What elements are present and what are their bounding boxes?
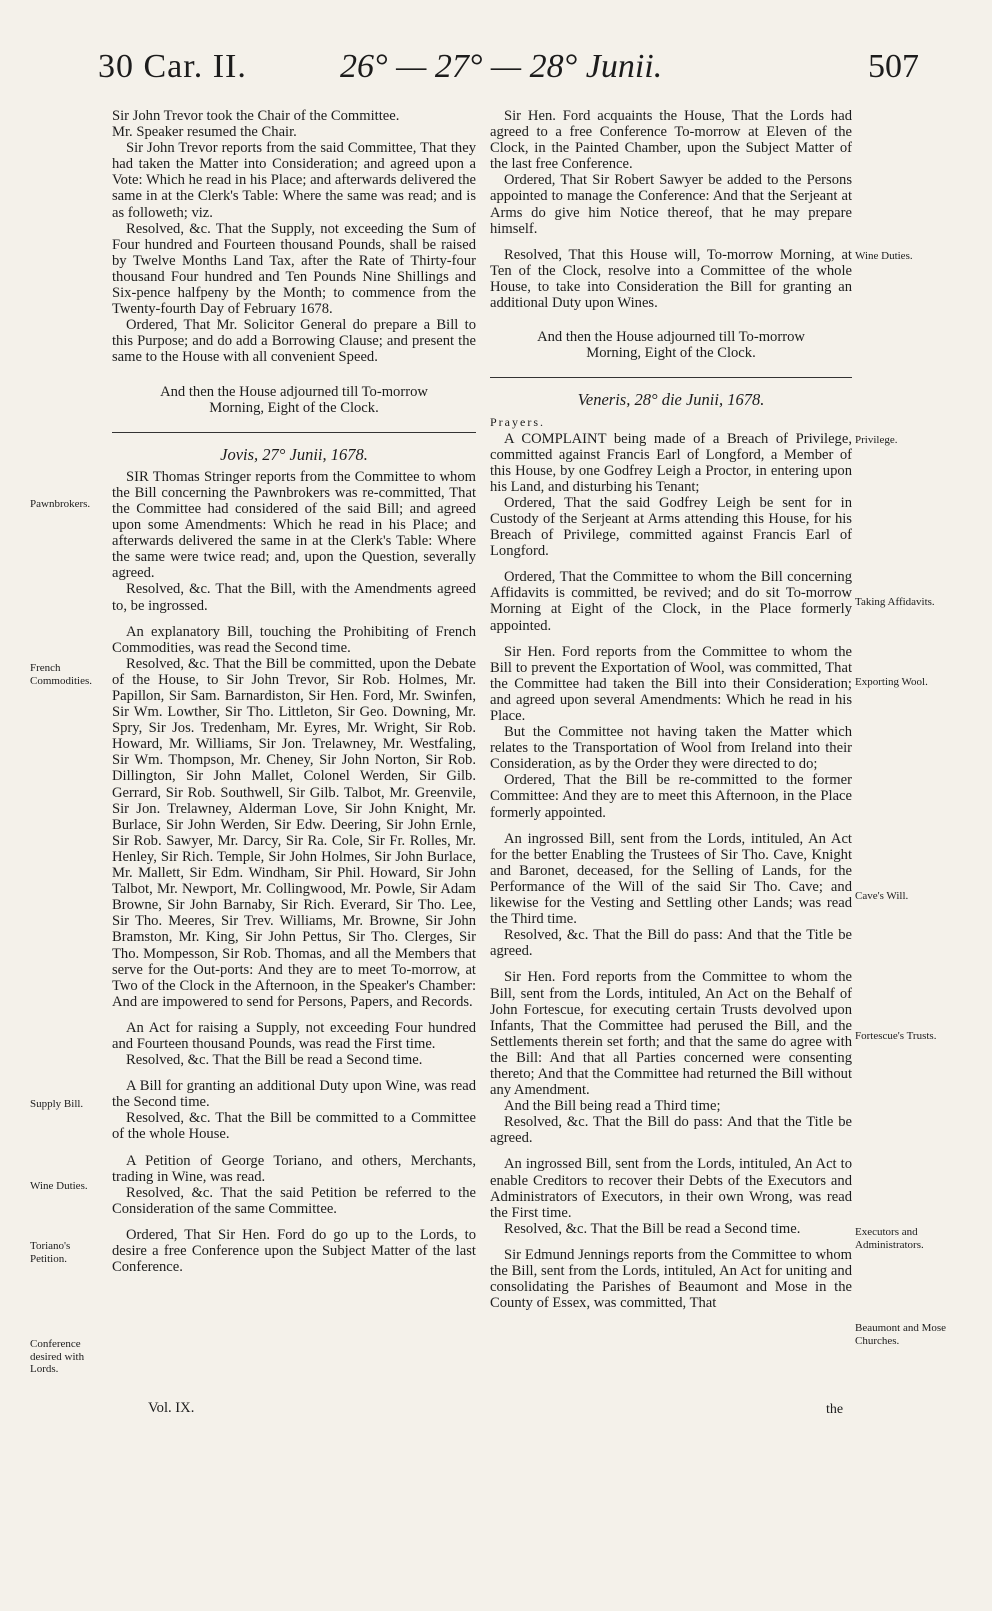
prayers-heading: Prayers. [490, 415, 545, 430]
margin-note-wool: Exporting Wool. [855, 676, 928, 688]
resolution: Resolved, &c. That the Bill be read a Second time. [126, 1052, 423, 1069]
paragraph: Mr. Speaker resumed the Chair. [112, 124, 297, 141]
paragraph: Sir Edmund Jennings reports from the Committee to whom the Bill, sent from the Lords, intituled, An Act for uniting and consolidating the Parishes of Beaumont and Mose in the County of Essex, was committed, That [490, 1246, 852, 1312]
paragraph: Sir John Trevor reports from the said Committee, That they had taken the Matter into Consideration; and agreed upon a Vote: Which he read in his Place; and afterwards delivered the same in at the Clerk's Table: Where the same was read; and is as followeth; viz. [112, 140, 476, 221]
resolution: Resolved, &c. That the Bill, with the Amendments agreed to, be ingrossed. [112, 581, 476, 614]
divider [490, 377, 852, 378]
paragraph: Sir John Trevor took the Chair of the Committee. [112, 108, 400, 124]
paragraph: An ingrossed Bill, sent from the Lords, intituled, An Act for the better Enabling the Trustees of Sir Tho. Cave, Knight and Baronet, deceased, for the Selling of Lands, for the Performance of the Will of the said Sir Tho. Cave; and likewise for the Vesting and Settling other Lands; was read the Third time. [490, 830, 852, 928]
paragraph: Sir Hen. Ford reports from the Committee to whom the Bill to prevent the Exportation of Wool, was committed, That the Committee had taken the Bill into their Consideration; and agreed upon several Amendments: Which he read in his Place. [490, 643, 852, 724]
margin-note-executors: Executors and Administrators. [855, 1226, 924, 1251]
resolution: Resolved, &c. That the Bill do pass: And that the Title be agreed. [490, 1114, 852, 1147]
order: Ordered, That the Committee to whom the Bill concerning Affidavits is committed, be revived; and do sit To-morrow Morning at Eight of the Clock, in the Place formerly appointed. [490, 569, 852, 634]
resolution: Resolved, &c. That the Bill be read a Second time. [504, 1220, 801, 1237]
divider [112, 432, 476, 433]
paragraph: An ingrossed Bill, sent from the Lords, intituled, An Act to enable Creditors to recover their Debts of the Executors and Administrators of Executors, in their own Wrong, was read the First time. [490, 1156, 852, 1221]
page-number: 507 [868, 48, 919, 85]
paragraph: Sir Hen. Ford reports from the Committee to whom the Bill, sent from the Lords, intituled, An Act on the Behalf of John Fortescue, for executing certain Trusts devolved upon Infants, That the Committee had perused the Bill, and the Settlements therein set forth; and that the same do agree with the Bill: And that all Parties concerned were consenting thereto; And that the Committee had returned the Bill without any Amendment. [490, 969, 852, 1099]
paragraph: A Petition of George Toriano, and others, Merchants, trading in Wine, was read. [112, 1152, 476, 1185]
margin-note-supply: Supply Bill. [30, 1098, 84, 1110]
margin-note-french: French Commodities. [30, 662, 93, 687]
margin-note-pawnbrokers: Pawnbrokers. [30, 498, 91, 510]
margin-note-wine-duties: Wine Duties. [30, 1180, 88, 1192]
paragraph: Sir Hen. Ford acquaints the House, That the Lords had agreed to a free Conference To-morrow at Eleven of the Clock, in the Painted Chamber, upon the Subject Matter of the last free Conference. [490, 108, 852, 173]
volume-mark: Vol. IX. [148, 1400, 195, 1416]
order: Ordered, That the Bill be re-committed to the former Committee: And they are to meet this Afternoon, in the Place formerly appointed. [490, 772, 852, 821]
resolution: Resolved, &c. That the Bill be committed, upon the Debate of the House, to Sir John Trevor, Sir Rob. Holmes, Mr. Papillon, Sir Sam. Barnardiston, Sir Hen. Ford, Mr. Swinfen, Sir Wm. Lowther, Sir Tho. Littleton, Sir Geo. Downing, Mr. Spry, Sir Jos. Tredenham, Mr. Eyres, Mr. Wright, Sir Rob. Howard, Mr. Williams, Sir Jon. Trelawney, Mr. Westfaling, Sir Wm. Thompson, Mr. Cheney, Sir John Norton, Sir Rob. Dillington, Sir John Mallet, Colonel Werden, Sir Gilb. Gerrard, Sir Rob. Southwell, Sir Gilb. Talbot, Mr. Greenvile, Sir Jon. Trelawney, Alderman Love, Sir John Knight, Mr. Burlace, Sir John Werden, Sir Edw. Deering, Sir John Ernle, Sir Rob. Sawyer, Mr. Darcy, Sir Ra. Cole, Sir Fr. Rolles, Mr. Henley, Sir Rich. Temple, Sir John Holmes, Sir John Burlace, Mr. Mallett, Sir Edm. Windham, Sir Phil. Howard, Sir John Talbot, Mr. Newport, Mr. Collingwood, Mr. Powle, Sir Adam Browne, Sir John Barnaby, Sir Rich. Everard, Sir Tho. Lee, Sir Tho. Meeres, Sir Trev. Williams, Mr. Browne, Sir John Bramston, Mr. King, Sir John Pettus, Sir Tho. Clerges, Sir Tho. Mompesson, Sir Rob. Thomas, and all the Members that serve for the Out-ports: And they are to meet To-morrow, at Two of the Clock in the Afternoon, in the Speaker's Chamber: And are impowered to send for Persons, Papers, and Records. [112, 655, 476, 1010]
right-column [490, 108, 852, 1311]
margin-note-affidavits: Taking Affidavits. [855, 596, 935, 608]
resolution: Resolved, &c. That the Bill be committed to a Committee of the whole House. [112, 1110, 476, 1143]
running-head-date: 26° — 27° — 28° Junii. [340, 48, 663, 85]
resolution: Resolved, That this House will, To-morrow Morning, at Ten of the Clock, resolve into a Committee of the whole House, to take into Consideration the Bill for granting an additional Duty upon Wines. [490, 246, 852, 312]
order: Ordered, That Sir Robert Sawyer be added to the Persons appointed to manage the Conference: And that the Serjeant at Arms do give him Notice thereof, that he may prepare himself. [490, 172, 852, 237]
resolution: Resolved, &c. That the Bill do pass: And that the Title be agreed. [490, 927, 852, 960]
paragraph: And the Bill being read a Third time; [504, 1098, 721, 1115]
margin-note-cave: Cave's Will. [855, 890, 909, 902]
running-head-left: 30 Car. II. [98, 48, 247, 85]
adjournment: And then the House adjourned till To-morrow Morning, Eight of the Clock. [537, 329, 805, 362]
order: Ordered, That Sir Hen. Ford do go up to the Lords, to desire a free Conference upon the Subject Matter of the last Conference. [112, 1226, 476, 1276]
resolution: Resolved, &c. That the Supply, not exceeding the Sum of Four hundred and Fourteen thousand Pounds, shall be raised by Twelve Months Land Tax, after the Rate of Thirty-four thousand Four hundred and Ten Pounds Nine Shillings and Six-pence halfpeny by the Month; to commence from the Twenty-fourth Day of February 1678. [112, 220, 476, 318]
sitting-date: Jovis, 27° Junii, 1678. [220, 444, 368, 464]
margin-note-fortescue: Fortescue's Trusts. [855, 1030, 937, 1042]
order: Ordered, That the said Godfrey Leigh be sent for in Custody of the Serjeant at Arms attending this House, for his Breach of Privilege, committed against Francis Earl of Longford. [490, 494, 852, 560]
margin-note-conference: Conference desired with Lords. [30, 1338, 85, 1375]
paragraph: An Act for raising a Supply, not exceeding Four hundred and Fourteen thousand Pounds, was read the First time. [112, 1019, 476, 1052]
adjournment: And then the House adjourned till To-morrow Morning, Eight of the Clock. [160, 383, 428, 416]
paragraph: A Bill for granting an additional Duty upon Wine, was read the Second time. [112, 1078, 476, 1111]
order: Ordered, That Mr. Solicitor General do prepare a Bill to this Purpose; and do add a Borrowing Clause; and present the same to the House with all convenient Speed. [112, 317, 476, 366]
paragraph: But the Committee not having taken the Matter which relates to the Transportation of Wool from Ireland into their Consideration, as by the Order they were directed to do; [490, 724, 852, 773]
paragraph: A COMPLAINT being made of a Breach of Privilege, committed against Francis Earl of Longford, a Member of this House, by one Godfrey Leigh a Proctor, in entering upon his Land, and disturbing his Tenant; [490, 430, 852, 495]
margin-note-privilege: Privilege. [855, 434, 898, 446]
paragraph: SIR Thomas Stringer reports from the Committee to whom the Bill concerning the Pawnbrokers was re-committed, That the Committee had considered of the said Bill; and agreed upon some Amendments: Which he read in his Place; and afterwards delivered the same in at the Clerk's Table: Where the same were twice read; and, upon the Question, severally agreed. [112, 468, 476, 582]
paragraph: An explanatory Bill, touching the Prohibiting of French Commodities, was read the Second time. [112, 623, 476, 656]
sitting-date: Veneris, 28° die Junii, 1678. [577, 390, 765, 410]
margin-note-wine-duties-right: Wine Duties. [855, 250, 913, 262]
margin-note-toriano: Toriano's Petition. [30, 1240, 71, 1265]
margin-note-beaumont: Beaumont and Mose Churches. [855, 1322, 947, 1347]
catchword: the [826, 1402, 844, 1417]
page-header [0, 48, 992, 104]
resolution: Resolved, &c. That the said Petition be referred to the Consideration of the same Committee. [112, 1184, 476, 1217]
left-column [112, 108, 476, 1275]
